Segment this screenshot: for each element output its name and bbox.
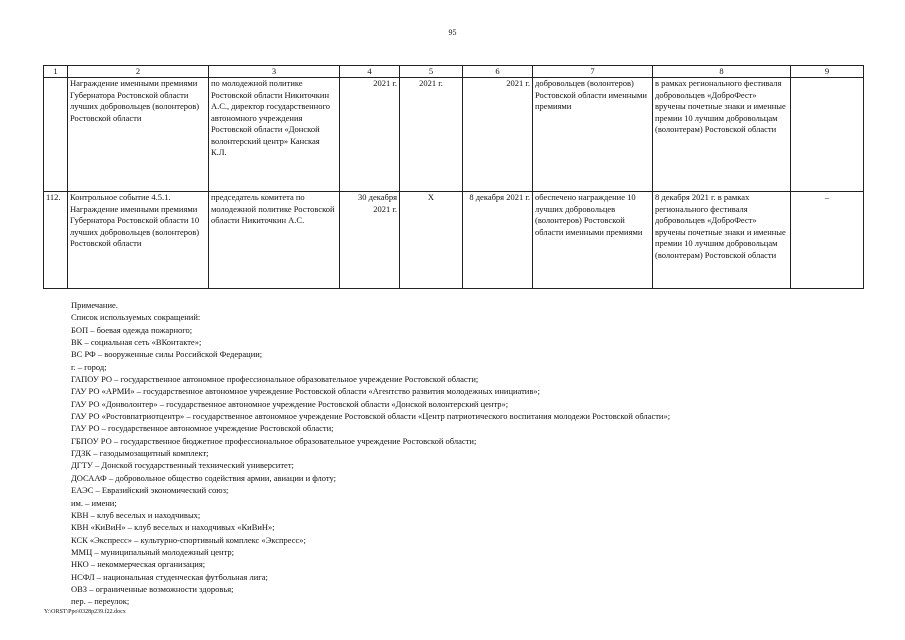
note-line: Список используемых сокращений: — [71, 312, 201, 323]
note-line: ЕАЭС – Евразийский экономический союз; — [71, 485, 229, 496]
note-line: ГБПОУ РО – государственное бюджетное профессиональное образовательное учреждение Ростовской области; — [71, 435, 477, 446]
note-line: ОВЗ – ограниченные возможности здоровья; — [71, 583, 234, 594]
note-line: пер. – переулок; — [71, 596, 130, 607]
event-name-cell: Награждение именными премиями Губернатора Ростовской области лучших добровольцев (волонтеров) Ростовской области — [68, 78, 209, 192]
header-cell: 9 — [791, 66, 864, 78]
file-path-footer: Y:\ORST\Ppo\0328p239.f22.docx — [44, 609, 126, 615]
planned-date-cell: 2021 г. — [340, 78, 400, 192]
row-number-cell: 112. — [44, 192, 68, 289]
planned-date-cell: 30 декабря 2021 г. — [340, 192, 400, 289]
header-cell: 1 — [44, 66, 68, 78]
note-line: ДОСААФ – добровольное общество содействия армии, авиации и флоту; — [71, 472, 337, 483]
header-cell: 4 — [340, 66, 400, 78]
actual-result-cell: в рамках регионального фестиваля добровольцев «ДоброФест» вручены почетные знаки и именные премии 10 лучшим добровольцам (волонтерам) Ростовской области — [653, 78, 791, 192]
page-number: 95 — [448, 28, 457, 37]
table-header-row — [44, 66, 864, 78]
note-line: ГАПОУ РО – государственное автономное профессиональное образовательное учреждение Ростовской области; — [71, 374, 479, 385]
note-line: ВС РФ – вооруженные силы Российской Федерации; — [71, 349, 263, 360]
table-row — [44, 192, 864, 289]
expected-result-cell: добровольцев (волонтеров) Ростовской области именными премиями — [533, 78, 653, 192]
note-line: ГАУ РО «Донволонтер» – государственное автономное учреждение Ростовской области «Донской волонтерский центр»; — [71, 398, 509, 409]
actual-end-cell: 8 декабря 2021 г. — [463, 192, 533, 289]
note-line: ДГТУ – Донской государственный технический университет; — [71, 460, 294, 471]
header-cell: 2 — [68, 66, 209, 78]
header-cell: 8 — [653, 66, 791, 78]
note-line: КВН «КиВиН» – клуб веселых и находчивых «КиВиН»; — [71, 522, 275, 533]
actual-end-cell: 2021 г. — [463, 78, 533, 192]
note-line: ВК – социальная сеть «ВКонтакте»; — [71, 337, 202, 348]
reason-cell: – — [791, 192, 864, 289]
abbreviations-notes — [71, 299, 670, 608]
row-number-cell — [44, 78, 68, 192]
table-row — [44, 78, 864, 192]
note-line: Примечание. — [71, 300, 118, 310]
note-line: г. – город; — [71, 361, 107, 372]
note-line: ГАУ РО «АРМИ» – государственное автономное учреждение Ростовской области «Агентство развития молодежных инициатив»; — [71, 386, 540, 397]
report-table — [43, 65, 864, 289]
header-cell: 5 — [400, 66, 463, 78]
reason-cell — [791, 78, 864, 192]
header-cell: 7 — [533, 66, 653, 78]
actual-start-cell: Х — [400, 192, 463, 289]
responsible-cell: по молодежной политике Ростовской области Никиточкин А.С., директор государственного автономного учреждения Ростовской области «Донской волонтерский центр» Канская К.Л. — [209, 78, 340, 192]
header-cell: 3 — [209, 66, 340, 78]
note-line: ГАУ РО – государственное автономное учреждение Ростовской области; — [71, 423, 334, 434]
note-line: ММЦ – муниципальный молодежный центр; — [71, 546, 234, 557]
note-line: ГАУ РО «Ростовпатриотцентр» – государственное автономное учреждение Ростовской области «Центр патриотического воспитания молодежи Ростовской области»; — [71, 411, 671, 422]
note-line: им. – имени; — [71, 497, 117, 508]
actual-result-cell: 8 декабря 2021 г. в рамках регионального фестиваля добровольцев «ДоброФест» вручены почетные знаки и именные премии 10 лучшим добровольцам (волонтерам) Ростовской области — [653, 192, 791, 289]
note-line: НСФЛ – национальная студенческая футбольная лига; — [71, 571, 268, 582]
actual-start-cell: 2021 г. — [400, 78, 463, 192]
header-cell: 6 — [463, 66, 533, 78]
note-line: КСК «Экспресс» – культурно-спортивный комплекс «Экспресс»; — [71, 534, 306, 545]
note-line: НКО – некоммерческая организация; — [71, 559, 206, 570]
note-line: ГДЗК – газодымозащитный комплект; — [71, 448, 209, 459]
event-name-cell: Контрольное событие 4.5.1. Награждение именными премиями Губернатора Ростовской области 10 лучших добровольцев (волонтеров) Ростовской области — [68, 192, 209, 289]
note-line: БОП – боевая одежда пожарного; — [71, 324, 193, 335]
expected-result-cell: обеспечено награждение 10 лучших добровольцев (волонтеров) Ростовской области именными премиями — [533, 192, 653, 289]
note-line: КВН – клуб веселых и находчивых; — [71, 509, 201, 520]
responsible-cell: председатель комитета по молодежной политике Ростовской области Никиточкин А.С. — [209, 192, 340, 289]
